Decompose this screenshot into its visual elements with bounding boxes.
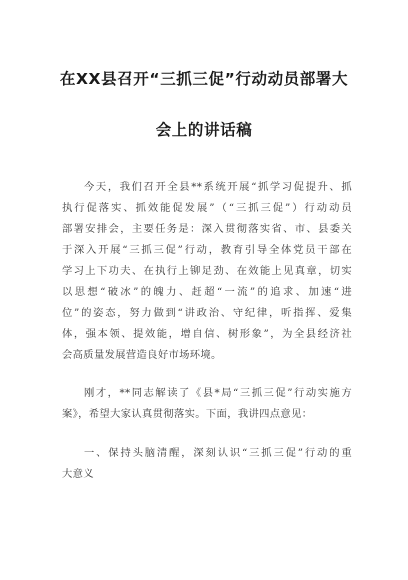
paragraph-1-line-8: 体，强本领、提效能，增自信、树形象”，为全县经济社 <box>62 328 352 340</box>
paragraph-2-line-1: 刚才，**同志解读了《县*局“三抓三促”行动实施方 <box>84 387 352 399</box>
paragraph-1-line-7: 位”的姿态，努力做到“讲政治、守纪律，听指挥、爱集 <box>62 307 352 319</box>
paragraph-1-line-2: 执行促落实、抓效能促发展”（“三抓三促”）行动动员 <box>62 202 352 214</box>
paragraph-2-line-2: 案》，希望大家认真贯彻落实。下面，我讲四点意见： <box>62 408 313 420</box>
paragraph-1-line-3: 部署安排会，主要任务是：深入贯彻落实省、市、县委关 <box>62 223 352 235</box>
paragraph-1-line-1: 今天，我们召开全县**系统开展“抓学习促提升、抓 <box>84 181 352 193</box>
paragraph-1-line-4: 于深入开展“三抓三促”行动，教育引导全体党员干部在 <box>62 244 352 256</box>
section-heading-line-2: 大意义 <box>62 468 94 480</box>
paragraph-1-line-5: 学习上下功夫、在执行上铆足劲、在效能上见真章，切实 <box>62 265 352 277</box>
paragraph-1-line-6: 以思想“破冰”的魄力、赶超“一流”的追求、加速“进 <box>62 286 352 298</box>
document-title-line-1: 在XX县召开“三抓三促”行动动员部署大 <box>59 70 349 88</box>
document-title-line-2: 会上的讲话稿 <box>155 121 253 139</box>
paragraph-1-line-9: 会高质量发展营造良好市场环境。 <box>62 349 222 361</box>
section-heading-line-1: 一、保持头脑清醒，深刻认识“三抓三促”行动的重 <box>84 447 352 459</box>
